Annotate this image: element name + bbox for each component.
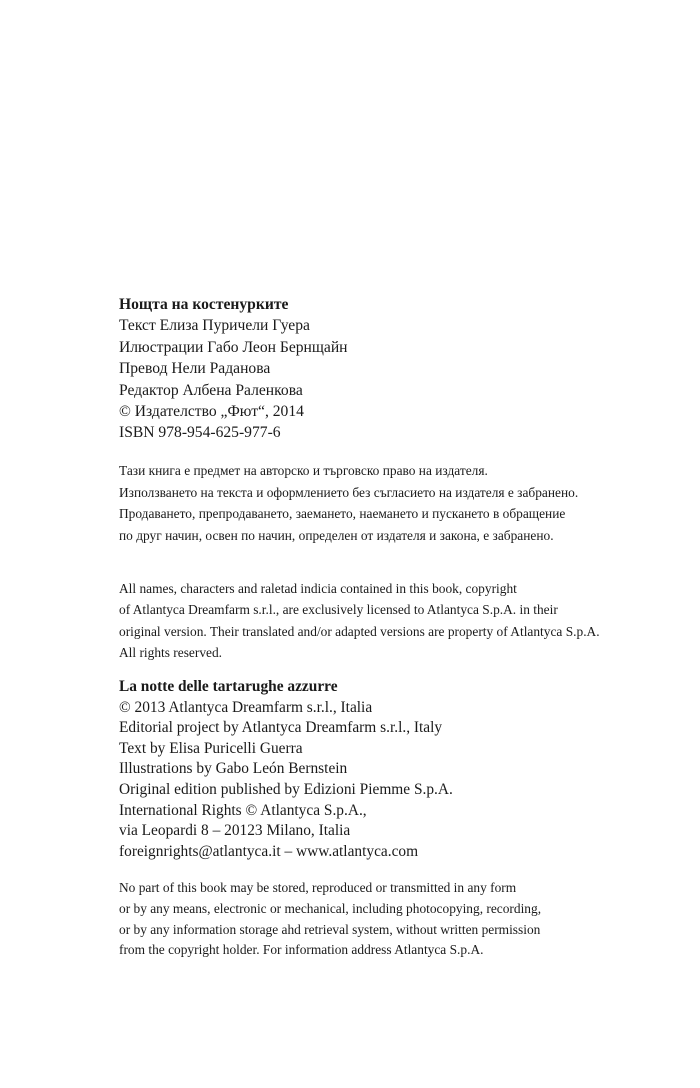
english-license-notice — [119, 578, 679, 664]
license-line: All rights reserved. — [119, 645, 223, 661]
rights-contact: foreignrights@atlantyca.it – www.atlantyca.com — [119, 842, 419, 860]
bulgarian-copyright-notice — [119, 460, 679, 546]
bulgarian-title: Нощта на костенурките — [119, 296, 289, 313]
international-rights: International Rights © Atlantyca S.p.A., — [119, 801, 367, 819]
notice-line: Продаването, препродаването, заемането, наемането и пускането в обращение — [119, 506, 566, 522]
rights-line: or by any means, electronic or mechanical, including photocopying, recording, — [119, 900, 542, 916]
rights-address: via Leopardi 8 – 20123 Milano, Italia — [119, 822, 351, 840]
rights-line: No part of this book may be stored, reproduced or transmitted in any form — [119, 880, 517, 895]
original-edition-credits — [119, 677, 679, 862]
bulgarian-credits — [119, 294, 679, 444]
original-publisher: Original edition published by Edizioni Piemme S.p.A. — [119, 780, 453, 798]
license-line: original version. Their translated and/or adapted versions are property of Atlantyca S.p.A. — [119, 623, 600, 639]
license-line: of Atlantyca Dreamfarm s.r.l., are exclusively licensed to Atlantyca S.p.A. in their — [119, 602, 558, 618]
english-rights-notice — [119, 878, 679, 961]
credit-illustrator: Илюстрации Габо Леон Бернщайн — [119, 338, 348, 356]
notice-line: Използването на текста и оформлението без съгласието на издателя е забранено. — [119, 484, 579, 500]
license-line: All names, characters and raletad indicia contained in this book, copyright — [119, 581, 517, 596]
credit-publisher-copyright: © Издателство „Фют“, 2014 — [119, 403, 304, 421]
editorial-project: Editorial project by Atlantyca Dreamfarm s.r.l., Italy — [119, 719, 443, 737]
original-copyright: © 2013 Atlantyca Dreamfarm s.r.l., Italia — [119, 698, 373, 716]
original-title: La notte delle tartarughe azzurre — [119, 678, 338, 695]
notice-line: Тази книга е предмет на авторско и търговско право на издателя. — [119, 463, 488, 478]
credit-translator: Превод Нели Раданова — [119, 360, 271, 378]
credit-editor: Редактор Албена Раленкова — [119, 381, 303, 399]
rights-line: from the copyright holder. For information address Atlantyca S.p.A. — [119, 942, 484, 958]
rights-line: or by any information storage ahd retrieval system, without written permission — [119, 921, 541, 937]
original-illustrator: Illustrations by Gabo León Bernstein — [119, 760, 348, 778]
original-text-author: Text by Elisa Puricelli Guerra — [119, 739, 303, 757]
credit-isbn: ISBN 978-954-625-977-6 — [119, 424, 281, 442]
credit-text-author: Текст Елиза Пуричели Гуера — [119, 317, 310, 335]
notice-line: по друг начин, освен по начин, определен от издателя и закона, е забранено. — [119, 527, 554, 543]
